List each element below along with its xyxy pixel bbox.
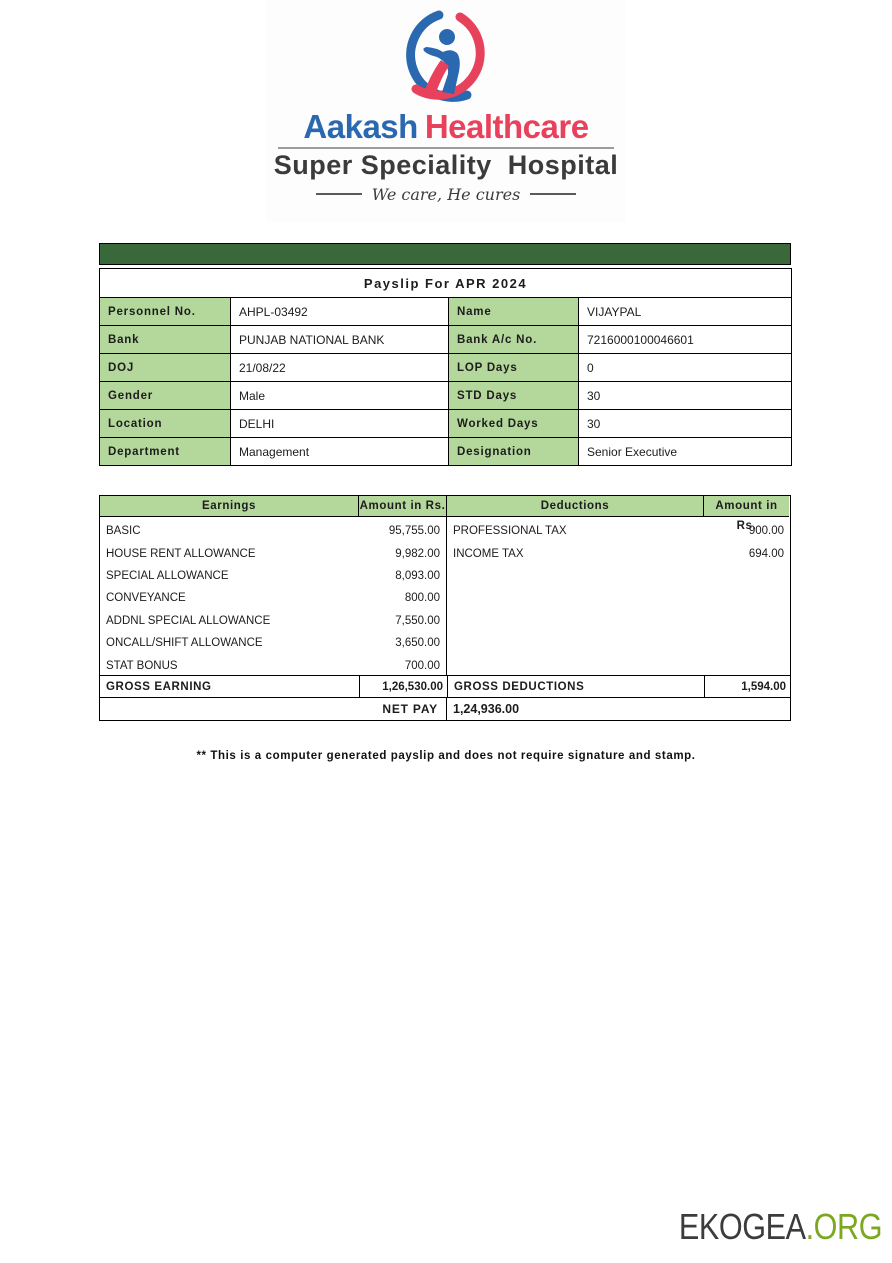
deductions-list bbox=[447, 517, 790, 675]
gross-deductions-amount: 1,594.00 bbox=[704, 676, 790, 697]
tagline-dash-right bbox=[530, 193, 576, 195]
deductions-header: Deductions bbox=[447, 496, 704, 517]
gross-earning-amount: 1,26,530.00 bbox=[359, 676, 447, 697]
gross-totals-row bbox=[100, 675, 790, 698]
info-row-gender bbox=[100, 382, 792, 410]
employee-info-section bbox=[99, 243, 791, 466]
info-label: Designation bbox=[449, 438, 579, 466]
info-row-department bbox=[100, 438, 792, 466]
hospital-logo bbox=[266, 0, 626, 222]
info-label: DOJ bbox=[100, 354, 231, 382]
header-bar bbox=[99, 243, 791, 265]
info-label: Bank bbox=[100, 326, 231, 354]
brand-name bbox=[266, 110, 626, 143]
tagline-dash-left bbox=[316, 193, 362, 195]
payslip-title: Payslip For APR 2024 bbox=[100, 269, 792, 298]
computer-generated-note: ** This is a computer generated payslip and does not require signature and stamp. bbox=[196, 750, 696, 762]
employee-info-table bbox=[99, 268, 792, 466]
deduction-amount: 900.00 bbox=[748, 525, 784, 538]
earnings-amount-header: Amount in Rs. bbox=[359, 496, 447, 517]
statement-body bbox=[100, 517, 790, 675]
info-value: Male bbox=[231, 382, 449, 410]
info-label: Worked Days bbox=[449, 410, 579, 438]
ekogea-watermark bbox=[679, 1206, 882, 1248]
tagline-text: We care, He cures bbox=[371, 184, 521, 204]
earning-name: ADDNL SPECIAL ALLOWANCE bbox=[106, 614, 271, 627]
watermark-name: EKOGEA bbox=[678, 1206, 806, 1247]
deduction-amount: 694.00 bbox=[748, 547, 784, 560]
earning-amount: 95,755.00 bbox=[388, 525, 440, 538]
info-label: Bank A/c No. bbox=[449, 326, 579, 354]
earning-amount: 8,093.00 bbox=[395, 569, 440, 582]
info-row-location bbox=[100, 410, 792, 438]
brand-secondary: Healthcare bbox=[424, 108, 589, 145]
earning-row bbox=[100, 587, 446, 609]
hospital-subtitle: Super Speciality Hospital bbox=[273, 150, 619, 180]
info-value: PUNJAB NATIONAL BANK bbox=[231, 326, 449, 354]
info-value: 0 bbox=[579, 354, 792, 382]
gross-deductions-label: GROSS DEDUCTIONS bbox=[447, 676, 704, 697]
info-value: 30 bbox=[579, 382, 792, 410]
earning-amount: 800.00 bbox=[404, 592, 440, 605]
earning-row bbox=[100, 520, 446, 542]
earnings-list bbox=[100, 517, 447, 675]
earning-name: ONCALL/SHIFT ALLOWANCE bbox=[106, 637, 263, 650]
earning-amount: 3,650.00 bbox=[395, 637, 440, 650]
earning-amount: 7,550.00 bbox=[395, 614, 440, 627]
info-label: Name bbox=[449, 298, 579, 326]
watermark-tld: .ORG bbox=[805, 1206, 882, 1247]
earning-amount: 700.00 bbox=[404, 659, 440, 672]
earning-name: CONVEYANCE bbox=[106, 592, 186, 605]
earning-row bbox=[100, 565, 446, 587]
net-pay-label: NET PAY bbox=[100, 698, 447, 720]
earnings-deductions-table bbox=[99, 495, 791, 721]
info-value: 30 bbox=[579, 410, 792, 438]
deduction-row bbox=[447, 542, 790, 564]
deduction-name: PROFESSIONAL TAX bbox=[453, 525, 567, 538]
info-value: Senior Executive bbox=[579, 438, 792, 466]
info-value: 7216000100046601 bbox=[579, 326, 792, 354]
info-row-personnel bbox=[100, 298, 792, 326]
info-label: STD Days bbox=[449, 382, 579, 410]
deduction-name: INCOME TAX bbox=[453, 547, 524, 560]
brand-primary: Aakash bbox=[303, 108, 418, 145]
gross-earning-label: GROSS EARNING bbox=[106, 680, 212, 693]
logo-person-circle-icon bbox=[385, 8, 507, 108]
info-value: AHPL-03492 bbox=[231, 298, 449, 326]
earning-name: STAT BONUS bbox=[106, 659, 178, 672]
info-label: Location bbox=[100, 410, 231, 438]
earning-amount: 9,982.00 bbox=[395, 547, 440, 560]
info-label: Personnel No. bbox=[100, 298, 231, 326]
deduction-row bbox=[447, 520, 790, 542]
hospital-tagline bbox=[266, 185, 626, 204]
info-row-bank bbox=[100, 326, 792, 354]
info-label: Gender bbox=[100, 382, 231, 410]
payslip-title-row bbox=[100, 269, 792, 298]
earning-name: HOUSE RENT ALLOWANCE bbox=[106, 547, 256, 560]
info-label: LOP Days bbox=[449, 354, 579, 382]
info-value: Management bbox=[231, 438, 449, 466]
info-value: DELHI bbox=[231, 410, 449, 438]
earning-row bbox=[100, 542, 446, 564]
info-label: Department bbox=[100, 438, 231, 466]
info-value: 21/08/22 bbox=[231, 354, 449, 382]
earning-name: BASIC bbox=[106, 525, 141, 538]
earning-row bbox=[100, 654, 446, 676]
brand-divider bbox=[278, 147, 614, 149]
earning-row bbox=[100, 610, 446, 632]
net-pay-amount: 1,24,936.00 bbox=[453, 702, 520, 716]
earning-name: SPECIAL ALLOWANCE bbox=[106, 569, 229, 582]
info-row-doj bbox=[100, 354, 792, 382]
deductions-amount-header: Amount in Rs. bbox=[704, 496, 789, 517]
info-value: VIJAYPAL bbox=[579, 298, 792, 326]
net-pay-row bbox=[100, 698, 790, 720]
earnings-header: Earnings bbox=[100, 496, 359, 517]
earning-row bbox=[100, 632, 446, 654]
